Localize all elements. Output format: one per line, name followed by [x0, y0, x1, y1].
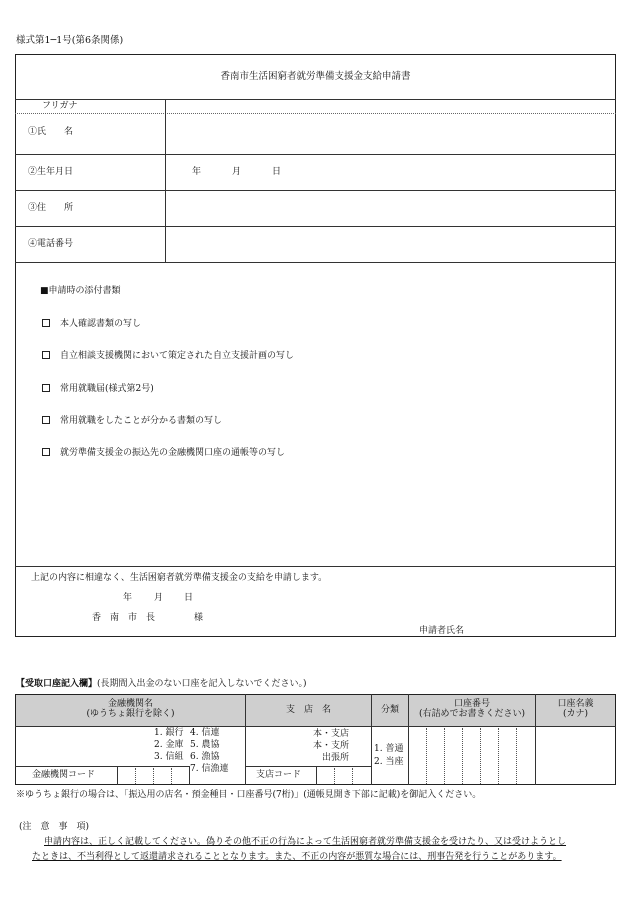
name-field[interactable] — [166, 114, 615, 154]
birthdate-label: ②生年月日 — [28, 167, 74, 177]
declaration-statement: 上記の内容に相違なく、生活困窮者就労準備支援金の支給を申請します。 — [31, 573, 328, 583]
form-title: 香南市生活困窮者就労準備支援金支給申請書 — [220, 71, 411, 82]
branch-code-label: 支店コード — [256, 770, 302, 780]
form-number: 様式第1─1号(第6条関係) — [16, 35, 124, 46]
branch-code-field[interactable] — [317, 767, 370, 784]
applicant-name-label: 申請者氏名 — [419, 626, 465, 636]
account-type: 2. 当座 — [374, 757, 404, 767]
attachments-heading: ■申請時の添付書類 — [40, 286, 121, 296]
institution-code-field[interactable] — [118, 767, 188, 784]
yucho-note: ※ゆうちょ銀行の場合は、「振込用の店名・預金種目・口座番号(7桁)」(通帳見開き下部に記載)を御記入ください。 — [16, 790, 482, 800]
declaration-day: 日 — [184, 593, 194, 603]
institution-header: 金融機関名 (ゆうちょ銀行を除く) — [86, 699, 175, 720]
address-label: ③住 所 — [28, 203, 74, 213]
furigana-field[interactable] — [166, 100, 615, 113]
address-field[interactable] — [166, 191, 615, 226]
type-header: 分類 — [380, 705, 399, 715]
institution-type: 5. 農協 — [190, 740, 220, 750]
institution-type: 7. 信漁連 — [190, 764, 229, 774]
institution-type: 6. 漁協 — [190, 752, 220, 762]
account-type: 1. 普通 — [374, 744, 404, 754]
furigana-label: フリガナ — [42, 101, 78, 111]
checkbox-icon[interactable] — [42, 448, 50, 456]
attachment-item: 就労準備支援金の振込先の金融機関口座の通帳等の写し — [42, 448, 285, 458]
declaration-year: 年 — [123, 593, 133, 603]
attachment-item: 常用就職届(様式第2号) — [42, 384, 154, 394]
declaration-month: 月 — [154, 593, 164, 603]
birthdate-month: 月 — [232, 167, 242, 177]
mayor-honorific: 様 — [194, 613, 204, 623]
institution-type: 1. 銀行 — [154, 728, 184, 738]
attachment-item: 常用就職をしたことが分かる書類の写し — [42, 416, 222, 426]
mayor-title: 香 南 市 長 — [92, 613, 156, 623]
institution-type: 2. 金庫 — [154, 740, 184, 750]
birthdate-day: 日 — [272, 167, 282, 177]
name-label: ①氏 名 — [28, 127, 74, 137]
phone-label: ④電話番号 — [28, 239, 74, 249]
phone-field[interactable] — [166, 227, 615, 262]
notes-heading: (注 意 事 項) — [19, 822, 90, 832]
attachment-item: 自立相談支援機関において策定された自立支援計画の写し — [42, 351, 294, 361]
holder-header: 口座名義 (カナ) — [557, 699, 594, 720]
checkbox-icon[interactable] — [42, 319, 50, 327]
branch-type: 出張所 — [322, 753, 350, 763]
institution-type: 3. 信組 — [154, 752, 184, 762]
branch-header: 支 店 名 — [285, 705, 331, 715]
branch-type: 本・支所 — [313, 741, 350, 751]
checkbox-icon[interactable] — [42, 416, 50, 424]
checkbox-icon[interactable] — [42, 384, 50, 392]
institution-code-label: 金融機関コード — [32, 770, 96, 780]
account-header: 口座番号 (右詰めでお書きください) — [418, 699, 526, 720]
institution-type: 4. 信連 — [190, 728, 220, 738]
branch-type: 本・支店 — [313, 729, 350, 739]
account-holder-field[interactable] — [536, 727, 615, 784]
attachment-item: 本人確認書類の写し — [42, 319, 141, 329]
notes-line-2: たときは、不当利得として返還請求されることとなります。また、不正の内容が悪質な場合には、刑事告発を行うことがあります。 — [32, 852, 562, 862]
account-number-field[interactable] — [409, 727, 534, 784]
notes-line-1: 申請内容は、正しく記載してください。偽りその他不正の行為によって生活困窮者就労準備支援金を受けたり、又は受けようとし — [44, 837, 567, 847]
birthdate-year: 年 — [192, 167, 202, 177]
bank-section-heading: 【受取口座記入欄】(長期間入出金のない口座を記入しないでください。) — [16, 679, 307, 689]
checkbox-icon[interactable] — [42, 351, 50, 359]
